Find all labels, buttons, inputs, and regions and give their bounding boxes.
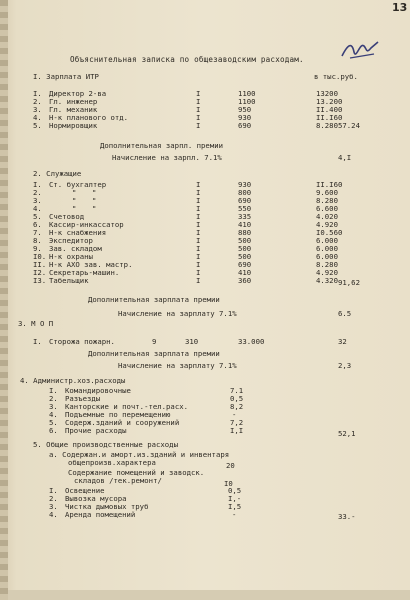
- table-row-annual: 4.320: [316, 276, 338, 285]
- extra-wages-title: Дополнительная зарплата премии: [88, 295, 220, 304]
- table-row-salary: 690: [238, 121, 252, 130]
- accrual-value: 4,I: [338, 153, 352, 162]
- list-item-name: Канторские и почт.-тел.расх.: [65, 402, 189, 411]
- list-item-number: 4.: [49, 510, 58, 519]
- section-total: 57.24: [338, 121, 360, 130]
- table-row-salary: 950: [238, 105, 252, 114]
- table-row-salary: 1100: [238, 89, 256, 98]
- table-row-number: 9.: [33, 244, 42, 253]
- table-row-category: I: [196, 220, 201, 229]
- item-b-line-2: складов /тек.ремонт/: [74, 476, 162, 485]
- table-row-salary: 930: [238, 113, 252, 122]
- table-row-annual: 33.000: [238, 337, 265, 346]
- list-item-number: 3.: [49, 502, 58, 511]
- list-item-value: 7.1: [230, 386, 244, 395]
- table-row-annual: I0.560: [316, 228, 343, 237]
- table-row-name: Сторожа пожарн.: [49, 337, 115, 346]
- extra-wages-title: Дополнительная зарплата премии: [88, 349, 220, 358]
- table-row-salary: 410: [238, 268, 252, 277]
- table-row-name: Экспедитор: [49, 236, 93, 245]
- table-row-number: 5.: [33, 121, 42, 130]
- section-total: 33.-: [338, 512, 356, 521]
- list-item-number: 6.: [49, 426, 58, 435]
- handwritten-signature-icon: [340, 38, 380, 62]
- table-row-number: I.: [33, 180, 42, 189]
- table-row-salary: 880: [238, 228, 252, 237]
- table-row-salary: 500: [238, 236, 252, 245]
- list-item-number: 2.: [49, 394, 58, 403]
- accrual-line: Начисление на зарплату 7.1%: [118, 309, 237, 318]
- table-row-annual: II.I60: [316, 113, 343, 122]
- list-item-value: 0,5: [230, 394, 244, 403]
- table-row-name-ditto: ": [92, 196, 97, 205]
- list-item-value: -: [232, 410, 237, 419]
- table-row-count: 9: [152, 337, 157, 346]
- table-row-name: Н-к охраны: [49, 252, 93, 261]
- item-a-line-2: общепроизв.характера: [68, 458, 156, 467]
- table-row-annual: 9.600: [316, 188, 338, 197]
- table-row-category: I: [196, 97, 201, 106]
- list-item-name: Содерж.зданий и сооружений: [65, 418, 180, 427]
- table-row-name: Н-к снабжения: [49, 228, 107, 237]
- list-item-name: Вывозка мусора: [65, 494, 127, 503]
- table-row-name: Ст. бухгалтер: [49, 180, 107, 189]
- accrual-value: 2,3: [338, 361, 352, 370]
- table-row-name: Н-к планового отд.: [49, 113, 129, 122]
- list-item-name: Подъемные по перемещению: [65, 410, 171, 419]
- section-heading: 3. М О П: [18, 319, 54, 328]
- table-row-number: I.: [33, 337, 42, 346]
- section-heading: 4. Администр.хоз.расходы: [20, 376, 126, 385]
- table-row-category: I: [196, 113, 201, 122]
- table-row-salary: 1100: [238, 97, 256, 106]
- table-row-category: I: [196, 260, 201, 269]
- table-row-number: 8.: [33, 236, 42, 245]
- table-row-salary: 335: [238, 212, 252, 221]
- table-row-number: 4.: [33, 113, 42, 122]
- accrual-line: Начисление на зарплату 7.1%: [118, 361, 237, 370]
- item-b-line-1: Содержание помещений и заводск.: [68, 468, 205, 477]
- table-row-name-ditto: ": [92, 188, 97, 197]
- table-row-annual: II.400: [316, 105, 343, 114]
- list-item-name: Чистка дымовых труб: [65, 502, 149, 511]
- document-title: Объяснительная записка по общезаводским расходам.: [70, 55, 304, 64]
- list-item-value: I,I: [230, 426, 244, 435]
- list-item-name: Прочие расходы: [65, 426, 127, 435]
- table-row-annual: 6.000: [316, 244, 338, 253]
- table-row-number: I2.: [33, 268, 47, 277]
- table-row-annual: 4.020: [316, 212, 338, 221]
- table-row-annual: 8.280: [316, 196, 338, 205]
- table-row-salary: 690: [238, 196, 252, 205]
- table-row-name: Директор 2-ва: [49, 89, 107, 98]
- item-a-value: 20: [226, 461, 235, 470]
- sheet-bottom-edge: [8, 590, 410, 600]
- list-item-value: 7,2: [230, 418, 244, 427]
- list-item-value: 8,2: [230, 402, 244, 411]
- table-row-category: I: [196, 236, 201, 245]
- table-row-annual: 13.200: [316, 97, 343, 106]
- table-row-name: Зав. складом: [49, 244, 102, 253]
- section-total: 32: [338, 337, 347, 346]
- table-row-number: I0.: [33, 252, 47, 261]
- accrual-line: Начисление на зарпл. 7.1%: [112, 153, 222, 162]
- table-row-category: I: [196, 268, 201, 277]
- extra-wages-title: Дополнительная зарпл. премии: [100, 141, 224, 150]
- table-row-category: I: [196, 244, 201, 253]
- table-row-name: Н-к АХО зав. мастр.: [49, 260, 133, 269]
- table-row-category: I: [196, 180, 201, 189]
- list-item-value: -: [232, 510, 237, 519]
- table-row-name: ": [72, 204, 77, 213]
- list-item-number: 2.: [49, 494, 58, 503]
- list-item-value: I,5: [228, 502, 242, 511]
- section-total: 52,1: [338, 429, 356, 438]
- table-row-salary: 310: [185, 337, 199, 346]
- table-row-number: 5.: [33, 212, 42, 221]
- table-row-number: 4.: [33, 204, 42, 213]
- list-item-number: 3.: [49, 402, 58, 411]
- table-row-category: I: [196, 89, 201, 98]
- table-row-category: I: [196, 228, 201, 237]
- table-row-salary: 500: [238, 252, 252, 261]
- item-b-value: I0: [224, 479, 233, 488]
- table-row-number: 6.: [33, 220, 42, 229]
- table-row-number: II.: [33, 260, 47, 269]
- table-row-name: Табельщик: [49, 276, 89, 285]
- table-row-salary: 550: [238, 204, 252, 213]
- table-row-annual: II.I60: [316, 180, 343, 189]
- list-item-value: I,-: [228, 494, 242, 503]
- table-row-category: I: [196, 105, 201, 114]
- table-row-number: I3.: [33, 276, 47, 285]
- table-row-salary: 410: [238, 220, 252, 229]
- list-item-number: I.: [49, 386, 58, 395]
- table-row-name: ": [72, 188, 77, 197]
- list-item-name: Освещение: [65, 486, 105, 495]
- table-row-annual: 6.600: [316, 204, 338, 213]
- section-heading: 5. Общие производственные расходы: [33, 440, 178, 449]
- table-row-number: 2.: [33, 188, 42, 197]
- table-row-annual: 4.920: [316, 220, 338, 229]
- table-row-category: I: [196, 188, 201, 197]
- unit-label: в тыс.руб.: [314, 72, 358, 81]
- list-item-number: 5.: [49, 418, 58, 427]
- table-row-name: Гл. механик: [49, 105, 98, 114]
- table-row-salary: 360: [238, 276, 252, 285]
- section-heading: I. Зарплата ИТР: [33, 72, 99, 81]
- table-row-annual: 8.280: [316, 260, 338, 269]
- table-row-number: 7.: [33, 228, 42, 237]
- table-row-salary: 690: [238, 260, 252, 269]
- list-item-value: 0,5: [228, 486, 242, 495]
- list-item-name: Аренда помещений: [65, 510, 136, 519]
- table-row-name: Гл. инженер: [49, 97, 98, 106]
- table-row-category: I: [196, 204, 201, 213]
- list-item-name: Разъезды: [65, 394, 101, 403]
- accrual-value: 6.5: [338, 309, 352, 318]
- section-heading: 2. Служащие: [33, 169, 82, 178]
- table-row-name-ditto: ": [92, 204, 97, 213]
- table-row-salary: 500: [238, 244, 252, 253]
- list-item-number: 4.: [49, 410, 58, 419]
- table-row-number: I.: [33, 89, 42, 98]
- table-row-category: I: [196, 252, 201, 261]
- page-number: 13: [392, 1, 408, 14]
- table-row-name: Нормировщик: [49, 121, 98, 130]
- table-row-name: Кассир-инкассатор: [49, 220, 124, 229]
- table-row-number: 3.: [33, 105, 42, 114]
- table-row-name: Секретарь-машин.: [49, 268, 120, 277]
- table-row-number: 3.: [33, 196, 42, 205]
- section-total: 91,62: [338, 278, 360, 287]
- item-a-line-1: а. Содержан.и аморт.из.зданий и инвентаря: [49, 450, 230, 459]
- table-row-annual: 6.000: [316, 252, 338, 261]
- table-row-category: I: [196, 121, 201, 130]
- list-item-number: I.: [49, 486, 58, 495]
- list-item-name: Командировочные: [65, 386, 131, 395]
- table-row-annual: 6.000: [316, 236, 338, 245]
- table-row-category: I: [196, 212, 201, 221]
- table-row-annual: 13200: [316, 89, 338, 98]
- table-row-number: 2.: [33, 97, 42, 106]
- table-row-name: Счетовод: [49, 212, 85, 221]
- table-row-salary: 800: [238, 188, 252, 197]
- table-row-name: ": [72, 196, 77, 205]
- table-row-category: I: [196, 276, 201, 285]
- binding-edge: [0, 0, 8, 600]
- table-row-salary: 930: [238, 180, 252, 189]
- table-row-category: I: [196, 196, 201, 205]
- table-row-annual: 8.280: [316, 121, 338, 130]
- table-row-annual: 4.920: [316, 268, 338, 277]
